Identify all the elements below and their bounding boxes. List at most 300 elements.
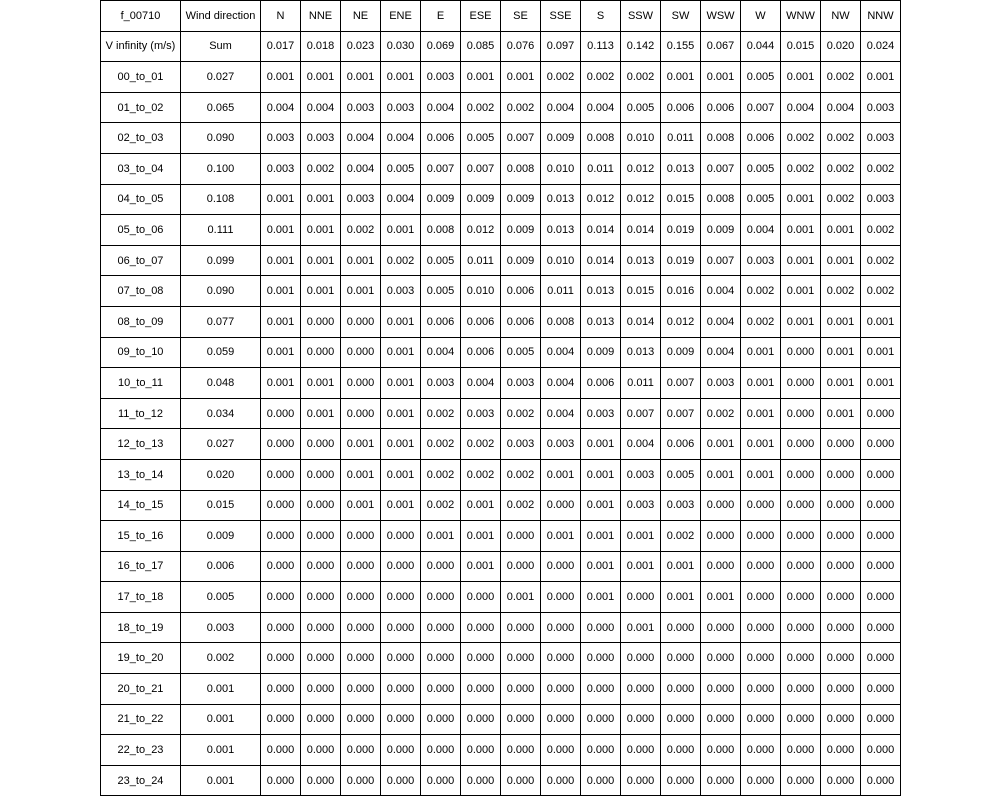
direction-header-w: W — [741, 1, 781, 32]
direction-header-wsw: WSW — [701, 1, 741, 32]
frequency-cell: 0.001 — [821, 368, 861, 399]
table-row — [101, 521, 901, 552]
frequency-cell: 0.000 — [341, 398, 381, 429]
direction-header-nnw: NNW — [861, 1, 901, 32]
frequency-cell: 0.002 — [861, 245, 901, 276]
frequency-cell: 0.001 — [261, 245, 301, 276]
table-row — [101, 123, 901, 154]
frequency-cell: 0.000 — [501, 643, 541, 674]
frequency-cell: 0.000 — [741, 521, 781, 552]
frequency-cell: 0.009 — [541, 123, 581, 154]
table-row — [101, 765, 901, 796]
table-body — [101, 1, 901, 796]
frequency-cell: 0.002 — [701, 398, 741, 429]
direction-header-label: Wind direction — [181, 1, 261, 32]
frequency-cell: 0.000 — [781, 368, 821, 399]
table-row — [101, 582, 901, 613]
frequency-cell: 0.001 — [261, 184, 301, 215]
frequency-cell: 0.001 — [461, 62, 501, 93]
frequency-cell: 0.000 — [821, 429, 861, 460]
frequency-cell: 0.001 — [781, 62, 821, 93]
frequency-cell: 0.001 — [541, 521, 581, 552]
direction-sum-cell: 0.067 — [701, 31, 741, 62]
frequency-cell: 0.005 — [741, 62, 781, 93]
frequency-cell: 0.001 — [341, 62, 381, 93]
table-row — [101, 674, 901, 705]
frequency-cell: 0.000 — [541, 674, 581, 705]
frequency-cell: 0.000 — [381, 735, 421, 766]
frequency-cell: 0.001 — [821, 215, 861, 246]
speed-range-label: 18_to_19 — [101, 612, 181, 643]
frequency-cell: 0.003 — [661, 490, 701, 521]
frequency-cell: 0.006 — [421, 123, 461, 154]
frequency-cell: 0.015 — [661, 184, 701, 215]
frequency-cell: 0.000 — [861, 643, 901, 674]
row-sum-cell: 0.001 — [181, 704, 261, 735]
frequency-cell: 0.000 — [261, 674, 301, 705]
frequency-cell: 0.000 — [821, 582, 861, 613]
frequency-cell: 0.000 — [381, 551, 421, 582]
table-row — [101, 551, 901, 582]
frequency-cell: 0.000 — [381, 643, 421, 674]
table-row — [101, 368, 901, 399]
frequency-cell: 0.003 — [341, 92, 381, 123]
frequency-cell: 0.000 — [261, 735, 301, 766]
frequency-cell: 0.000 — [541, 612, 581, 643]
frequency-cell: 0.004 — [341, 123, 381, 154]
frequency-cell: 0.000 — [581, 704, 621, 735]
frequency-cell: 0.007 — [621, 398, 661, 429]
row-sum-cell: 0.027 — [181, 429, 261, 460]
frequency-cell: 0.000 — [301, 582, 341, 613]
frequency-cell: 0.000 — [701, 612, 741, 643]
direction-sum-cell: 0.085 — [461, 31, 501, 62]
frequency-cell: 0.001 — [621, 551, 661, 582]
frequency-cell: 0.000 — [781, 551, 821, 582]
frequency-cell: 0.003 — [421, 62, 461, 93]
frequency-cell: 0.000 — [661, 674, 701, 705]
frequency-cell: 0.001 — [581, 459, 621, 490]
frequency-cell: 0.001 — [741, 429, 781, 460]
frequency-cell: 0.002 — [821, 123, 861, 154]
frequency-cell: 0.000 — [341, 765, 381, 796]
frequency-cell: 0.000 — [421, 674, 461, 705]
frequency-cell: 0.002 — [781, 123, 821, 154]
direction-header-nw: NW — [821, 1, 861, 32]
frequency-cell: 0.000 — [341, 582, 381, 613]
frequency-cell: 0.000 — [541, 490, 581, 521]
speed-range-label: 07_to_08 — [101, 276, 181, 307]
table-row — [101, 215, 901, 246]
frequency-cell: 0.004 — [541, 92, 581, 123]
frequency-cell: 0.005 — [661, 459, 701, 490]
frequency-cell: 0.000 — [301, 521, 341, 552]
frequency-cell: 0.000 — [701, 643, 741, 674]
frequency-cell: 0.004 — [741, 215, 781, 246]
frequency-cell: 0.006 — [501, 276, 541, 307]
frequency-cell: 0.000 — [421, 582, 461, 613]
frequency-cell: 0.000 — [341, 306, 381, 337]
frequency-cell: 0.000 — [381, 704, 421, 735]
table-row — [101, 643, 901, 674]
frequency-cell: 0.003 — [621, 490, 661, 521]
frequency-cell: 0.003 — [701, 368, 741, 399]
frequency-cell: 0.001 — [581, 429, 621, 460]
direction-sum-cell: 0.142 — [621, 31, 661, 62]
frequency-cell: 0.000 — [261, 582, 301, 613]
frequency-cell: 0.002 — [821, 184, 861, 215]
frequency-cell: 0.006 — [461, 337, 501, 368]
frequency-cell: 0.000 — [621, 643, 661, 674]
frequency-cell: 0.008 — [701, 184, 741, 215]
table-row — [101, 276, 901, 307]
direction-header-ne: NE — [341, 1, 381, 32]
frequency-cell: 0.000 — [661, 765, 701, 796]
frequency-cell: 0.013 — [541, 184, 581, 215]
table-row — [101, 735, 901, 766]
direction-sum-cell: 0.018 — [301, 31, 341, 62]
frequency-cell: 0.000 — [301, 551, 341, 582]
frequency-cell: 0.004 — [381, 184, 421, 215]
frequency-cell: 0.001 — [741, 368, 781, 399]
frequency-cell: 0.000 — [821, 643, 861, 674]
frequency-cell: 0.000 — [341, 612, 381, 643]
frequency-cell: 0.001 — [741, 398, 781, 429]
row-sum-cell: 0.027 — [181, 62, 261, 93]
frequency-cell: 0.011 — [541, 276, 581, 307]
frequency-cell: 0.007 — [701, 153, 741, 184]
frequency-cell: 0.003 — [301, 123, 341, 154]
frequency-cell: 0.000 — [381, 521, 421, 552]
direction-header-row — [101, 1, 901, 32]
frequency-cell: 0.000 — [661, 612, 701, 643]
frequency-cell: 0.001 — [501, 62, 541, 93]
frequency-cell: 0.005 — [381, 153, 421, 184]
frequency-cell: 0.000 — [781, 429, 821, 460]
frequency-cell: 0.004 — [701, 337, 741, 368]
frequency-cell: 0.002 — [861, 215, 901, 246]
frequency-cell: 0.006 — [661, 429, 701, 460]
frequency-cell: 0.007 — [461, 153, 501, 184]
frequency-cell: 0.000 — [301, 490, 341, 521]
frequency-cell: 0.000 — [541, 735, 581, 766]
frequency-cell: 0.001 — [261, 215, 301, 246]
frequency-cell: 0.004 — [421, 92, 461, 123]
row-sum-cell: 0.003 — [181, 612, 261, 643]
frequency-cell: 0.000 — [701, 490, 741, 521]
row-sum-cell: 0.099 — [181, 245, 261, 276]
frequency-cell: 0.002 — [821, 62, 861, 93]
frequency-cell: 0.000 — [461, 612, 501, 643]
frequency-cell: 0.003 — [261, 123, 301, 154]
frequency-cell: 0.000 — [861, 704, 901, 735]
frequency-cell: 0.000 — [661, 643, 701, 674]
frequency-cell: 0.000 — [821, 765, 861, 796]
direction-sum-cell: 0.069 — [421, 31, 461, 62]
frequency-cell: 0.002 — [501, 398, 541, 429]
speed-range-label: 09_to_10 — [101, 337, 181, 368]
frequency-cell: 0.000 — [581, 643, 621, 674]
frequency-cell: 0.001 — [781, 184, 821, 215]
direction-header-n: N — [261, 1, 301, 32]
table-row — [101, 398, 901, 429]
frequency-cell: 0.002 — [861, 153, 901, 184]
speed-range-label: 17_to_18 — [101, 582, 181, 613]
frequency-cell: 0.003 — [581, 398, 621, 429]
frequency-cell: 0.000 — [341, 704, 381, 735]
frequency-cell: 0.004 — [701, 306, 741, 337]
speed-range-label: 22_to_23 — [101, 735, 181, 766]
frequency-cell: 0.001 — [861, 337, 901, 368]
frequency-cell: 0.001 — [301, 245, 341, 276]
frequency-cell: 0.000 — [421, 612, 461, 643]
frequency-cell: 0.000 — [741, 490, 781, 521]
frequency-cell: 0.000 — [861, 398, 901, 429]
frequency-cell: 0.002 — [821, 153, 861, 184]
frequency-cell: 0.011 — [461, 245, 501, 276]
frequency-cell: 0.000 — [501, 551, 541, 582]
speed-range-label: 19_to_20 — [101, 643, 181, 674]
frequency-cell: 0.000 — [541, 765, 581, 796]
frequency-cell: 0.007 — [661, 368, 701, 399]
frequency-cell: 0.000 — [821, 735, 861, 766]
direction-sum-cell: 0.044 — [741, 31, 781, 62]
frequency-cell: 0.000 — [661, 735, 701, 766]
frequency-cell: 0.001 — [781, 306, 821, 337]
frequency-cell: 0.008 — [581, 123, 621, 154]
frequency-cell: 0.000 — [781, 490, 821, 521]
frequency-cell: 0.001 — [301, 184, 341, 215]
frequency-cell: 0.000 — [621, 735, 661, 766]
frequency-cell: 0.001 — [701, 582, 741, 613]
frequency-cell: 0.000 — [701, 521, 741, 552]
direction-sum-cell: 0.015 — [781, 31, 821, 62]
frequency-cell: 0.001 — [861, 306, 901, 337]
frequency-cell: 0.001 — [621, 612, 661, 643]
direction-header-s: S — [581, 1, 621, 32]
frequency-cell: 0.007 — [701, 245, 741, 276]
frequency-cell: 0.004 — [621, 429, 661, 460]
frequency-cell: 0.001 — [701, 459, 741, 490]
frequency-cell: 0.000 — [781, 612, 821, 643]
frequency-cell: 0.002 — [301, 153, 341, 184]
frequency-cell: 0.001 — [661, 582, 701, 613]
frequency-cell: 0.000 — [501, 612, 541, 643]
frequency-cell: 0.000 — [541, 551, 581, 582]
frequency-cell: 0.000 — [501, 674, 541, 705]
frequency-cell: 0.000 — [701, 765, 741, 796]
frequency-cell: 0.001 — [381, 490, 421, 521]
frequency-cell: 0.001 — [821, 306, 861, 337]
frequency-cell: 0.000 — [421, 765, 461, 796]
frequency-cell: 0.000 — [341, 643, 381, 674]
speed-range-label: 02_to_03 — [101, 123, 181, 154]
frequency-cell: 0.000 — [301, 765, 341, 796]
frequency-cell: 0.013 — [661, 153, 701, 184]
frequency-cell: 0.000 — [821, 521, 861, 552]
frequency-cell: 0.001 — [301, 62, 341, 93]
direction-sum-cell: 0.020 — [821, 31, 861, 62]
direction-header-wnw: WNW — [781, 1, 821, 32]
frequency-cell: 0.000 — [301, 735, 341, 766]
frequency-cell: 0.001 — [421, 521, 461, 552]
direction-sum-cell: 0.023 — [341, 31, 381, 62]
frequency-cell: 0.002 — [421, 459, 461, 490]
row-sum-cell: 0.100 — [181, 153, 261, 184]
frequency-cell: 0.013 — [621, 245, 661, 276]
frequency-cell: 0.001 — [301, 276, 341, 307]
frequency-cell: 0.000 — [461, 704, 501, 735]
frequency-cell: 0.003 — [501, 429, 541, 460]
frequency-cell: 0.002 — [501, 459, 541, 490]
frequency-cell: 0.008 — [541, 306, 581, 337]
frequency-cell: 0.004 — [461, 368, 501, 399]
frequency-cell: 0.009 — [501, 245, 541, 276]
frequency-cell: 0.013 — [581, 306, 621, 337]
frequency-cell: 0.000 — [861, 521, 901, 552]
frequency-cell: 0.001 — [341, 429, 381, 460]
table-row — [101, 153, 901, 184]
frequency-cell: 0.001 — [381, 306, 421, 337]
frequency-cell: 0.000 — [541, 582, 581, 613]
speed-range-label: 01_to_02 — [101, 92, 181, 123]
frequency-cell: 0.000 — [621, 765, 661, 796]
frequency-cell: 0.000 — [261, 459, 301, 490]
frequency-cell: 0.002 — [421, 429, 461, 460]
table-row — [101, 337, 901, 368]
frequency-cell: 0.003 — [381, 276, 421, 307]
frequency-cell: 0.001 — [701, 62, 741, 93]
frequency-cell: 0.000 — [741, 674, 781, 705]
frequency-cell: 0.000 — [741, 612, 781, 643]
frequency-cell: 0.000 — [781, 582, 821, 613]
frequency-cell: 0.000 — [501, 521, 541, 552]
frequency-cell: 0.001 — [341, 245, 381, 276]
frequency-cell: 0.000 — [301, 306, 341, 337]
wind-frequency-table-container — [100, 0, 900, 796]
frequency-cell: 0.000 — [781, 674, 821, 705]
frequency-cell: 0.006 — [461, 306, 501, 337]
frequency-cell: 0.006 — [421, 306, 461, 337]
table-row — [101, 704, 901, 735]
frequency-cell: 0.014 — [621, 306, 661, 337]
speed-range-label: 12_to_13 — [101, 429, 181, 460]
frequency-cell: 0.001 — [861, 368, 901, 399]
frequency-cell: 0.000 — [381, 674, 421, 705]
table-row — [101, 612, 901, 643]
frequency-cell: 0.002 — [461, 459, 501, 490]
frequency-cell: 0.001 — [781, 245, 821, 276]
frequency-cell: 0.000 — [421, 551, 461, 582]
frequency-cell: 0.000 — [261, 765, 301, 796]
frequency-cell: 0.000 — [301, 429, 341, 460]
frequency-cell: 0.000 — [821, 674, 861, 705]
row-sum-cell: 0.111 — [181, 215, 261, 246]
frequency-cell: 0.008 — [701, 123, 741, 154]
wind-frequency-table — [100, 0, 901, 796]
frequency-cell: 0.000 — [581, 765, 621, 796]
direction-header-e: E — [421, 1, 461, 32]
frequency-cell: 0.002 — [821, 276, 861, 307]
frequency-cell: 0.000 — [341, 551, 381, 582]
frequency-cell: 0.000 — [741, 643, 781, 674]
frequency-cell: 0.001 — [581, 521, 621, 552]
frequency-cell: 0.005 — [421, 276, 461, 307]
table-row — [101, 490, 901, 521]
frequency-cell: 0.005 — [421, 245, 461, 276]
frequency-cell: 0.000 — [301, 459, 341, 490]
direction-sum-cell: 0.155 — [661, 31, 701, 62]
frequency-cell: 0.001 — [381, 429, 421, 460]
speed-range-label: 16_to_17 — [101, 551, 181, 582]
frequency-cell: 0.002 — [781, 153, 821, 184]
frequency-cell: 0.000 — [781, 643, 821, 674]
frequency-cell: 0.001 — [781, 276, 821, 307]
frequency-cell: 0.000 — [861, 551, 901, 582]
frequency-cell: 0.000 — [461, 582, 501, 613]
frequency-cell: 0.013 — [621, 337, 661, 368]
table-row — [101, 184, 901, 215]
frequency-cell: 0.001 — [861, 62, 901, 93]
frequency-cell: 0.000 — [261, 551, 301, 582]
frequency-cell: 0.001 — [261, 368, 301, 399]
row-sum-cell: 0.020 — [181, 459, 261, 490]
frequency-cell: 0.014 — [581, 215, 621, 246]
frequency-cell: 0.000 — [341, 368, 381, 399]
frequency-cell: 0.000 — [781, 735, 821, 766]
row-sum-cell: 0.001 — [181, 674, 261, 705]
frequency-cell: 0.006 — [581, 368, 621, 399]
frequency-cell: 0.000 — [741, 704, 781, 735]
frequency-cell: 0.003 — [381, 92, 421, 123]
frequency-cell: 0.000 — [821, 612, 861, 643]
speed-range-label: 20_to_21 — [101, 674, 181, 705]
frequency-cell: 0.000 — [861, 735, 901, 766]
row-sum-cell: 0.065 — [181, 92, 261, 123]
row-sum-cell: 0.015 — [181, 490, 261, 521]
frequency-cell: 0.003 — [421, 368, 461, 399]
speed-range-label: 14_to_15 — [101, 490, 181, 521]
frequency-cell: 0.000 — [781, 521, 821, 552]
row-sum-cell: 0.077 — [181, 306, 261, 337]
frequency-cell: 0.002 — [741, 276, 781, 307]
frequency-cell: 0.011 — [581, 153, 621, 184]
frequency-cell: 0.001 — [661, 551, 701, 582]
frequency-cell: 0.000 — [821, 551, 861, 582]
frequency-cell: 0.002 — [501, 92, 541, 123]
frequency-cell: 0.000 — [341, 735, 381, 766]
frequency-cell: 0.003 — [341, 184, 381, 215]
frequency-cell: 0.001 — [261, 276, 301, 307]
row-sum-cell: 0.006 — [181, 551, 261, 582]
frequency-cell: 0.001 — [741, 337, 781, 368]
frequency-cell: 0.002 — [381, 245, 421, 276]
row-sum-cell: 0.001 — [181, 735, 261, 766]
frequency-cell: 0.007 — [661, 398, 701, 429]
direction-sum-cell: 0.024 — [861, 31, 901, 62]
frequency-cell: 0.003 — [461, 398, 501, 429]
frequency-cell: 0.000 — [821, 490, 861, 521]
frequency-cell: 0.001 — [301, 215, 341, 246]
frequency-cell: 0.000 — [461, 674, 501, 705]
frequency-cell: 0.000 — [861, 429, 901, 460]
frequency-cell: 0.010 — [541, 245, 581, 276]
frequency-cell: 0.006 — [701, 92, 741, 123]
frequency-cell: 0.000 — [501, 735, 541, 766]
frequency-cell: 0.008 — [501, 153, 541, 184]
frequency-cell: 0.004 — [701, 276, 741, 307]
speed-range-label: 08_to_09 — [101, 306, 181, 337]
